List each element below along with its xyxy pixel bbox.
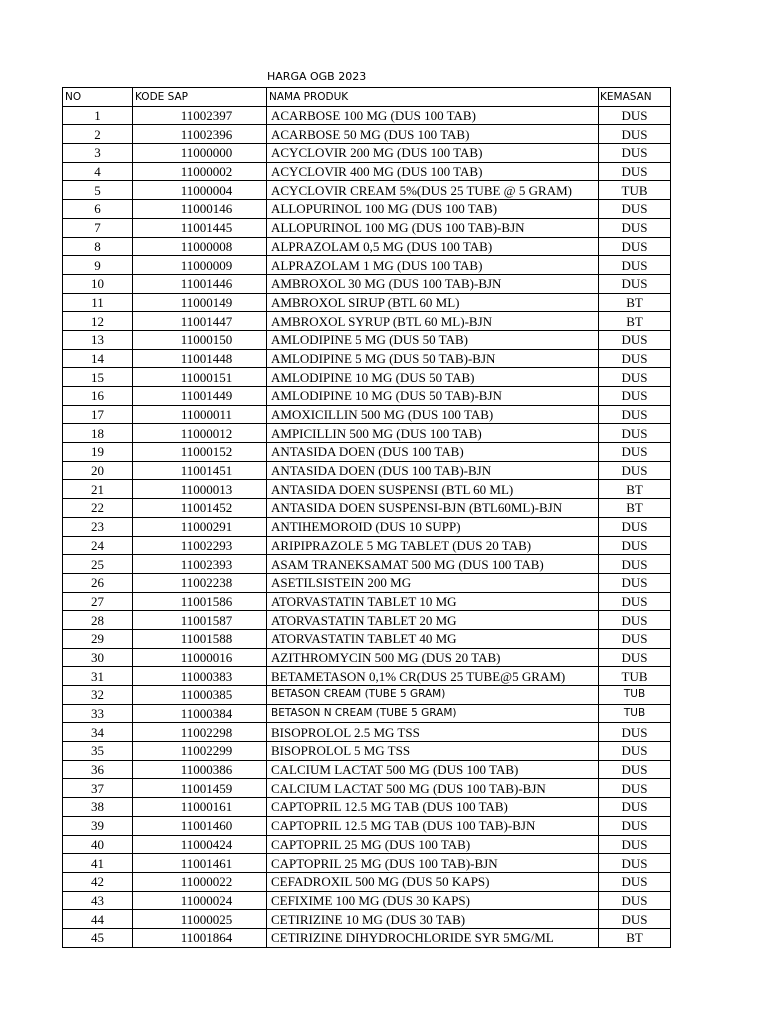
cell-nama-produk: ASETILSISTEIN 200 MG bbox=[267, 573, 599, 592]
cell-kode-sap: 11002298 bbox=[133, 723, 267, 742]
cell-kemasan: DUS bbox=[599, 274, 671, 293]
table-row bbox=[63, 835, 671, 854]
table-row bbox=[63, 405, 671, 424]
cell-kemasan: DUS bbox=[599, 218, 671, 237]
cell-kemasan: BT bbox=[599, 499, 671, 518]
cell-kemasan: DUS bbox=[599, 910, 671, 929]
cell-kode-sap: 11000012 bbox=[133, 424, 267, 443]
cell-kode-sap: 11001446 bbox=[133, 274, 267, 293]
table-row bbox=[63, 256, 671, 275]
table-row bbox=[63, 742, 671, 761]
cell-no: 14 bbox=[63, 349, 133, 368]
cell-kemasan: DUS bbox=[599, 573, 671, 592]
cell-kode-sap: 11001586 bbox=[133, 592, 267, 611]
cell-kode-sap: 11001460 bbox=[133, 816, 267, 835]
cell-no: 23 bbox=[63, 517, 133, 536]
cell-kemasan: DUS bbox=[599, 424, 671, 443]
table-row bbox=[63, 704, 671, 723]
table-row bbox=[63, 330, 671, 349]
cell-no: 45 bbox=[63, 928, 133, 947]
cell-no: 31 bbox=[63, 667, 133, 686]
cell-kode-sap: 11000152 bbox=[133, 443, 267, 462]
table-row bbox=[63, 779, 671, 798]
table-row bbox=[63, 218, 671, 237]
table-row bbox=[63, 480, 671, 499]
cell-nama-produk: ARIPIPRAZOLE 5 MG TABLET (DUS 20 TAB) bbox=[267, 536, 599, 555]
cell-kode-sap: 11000149 bbox=[133, 293, 267, 312]
header-kemasan: KEMASAN bbox=[599, 88, 671, 107]
table-row bbox=[63, 200, 671, 219]
cell-no: 44 bbox=[63, 910, 133, 929]
cell-kode-sap: 11002293 bbox=[133, 536, 267, 555]
product-table bbox=[62, 87, 671, 948]
cell-kode-sap: 11002397 bbox=[133, 106, 267, 125]
cell-kode-sap: 11001448 bbox=[133, 349, 267, 368]
table-row bbox=[63, 499, 671, 518]
cell-nama-produk: AMBROXOL 30 MG (DUS 100 TAB)-BJN bbox=[267, 274, 599, 293]
cell-kode-sap: 11000291 bbox=[133, 517, 267, 536]
cell-nama-produk: AMLODIPINE 10 MG (DUS 50 TAB)-BJN bbox=[267, 387, 599, 406]
cell-nama-produk: CETIRIZINE DIHYDROCHLORIDE SYR 5MG/ML bbox=[267, 928, 599, 947]
cell-kode-sap: 11000025 bbox=[133, 910, 267, 929]
table-row bbox=[63, 536, 671, 555]
cell-no: 19 bbox=[63, 443, 133, 462]
cell-nama-produk: CAPTOPRIL 12.5 MG TAB (DUS 100 TAB)-BJN bbox=[267, 816, 599, 835]
cell-nama-produk: AMOXICILLIN 500 MG (DUS 100 TAB) bbox=[267, 405, 599, 424]
cell-nama-produk: ALPRAZOLAM 1 MG (DUS 100 TAB) bbox=[267, 256, 599, 275]
table-row bbox=[63, 517, 671, 536]
cell-nama-produk: ATORVASTATIN TABLET 40 MG bbox=[267, 629, 599, 648]
cell-kode-sap: 11000011 bbox=[133, 405, 267, 424]
cell-kemasan: DUS bbox=[599, 760, 671, 779]
cell-kemasan: DUS bbox=[599, 106, 671, 125]
table-row bbox=[63, 461, 671, 480]
cell-nama-produk: AMPICILLIN 500 MG (DUS 100 TAB) bbox=[267, 424, 599, 443]
cell-nama-produk: ASAM TRANEKSAMAT 500 MG (DUS 100 TAB) bbox=[267, 555, 599, 574]
cell-kode-sap: 11002393 bbox=[133, 555, 267, 574]
cell-nama-produk: ACARBOSE 100 MG (DUS 100 TAB) bbox=[267, 106, 599, 125]
cell-kemasan: DUS bbox=[599, 125, 671, 144]
cell-no: 32 bbox=[63, 686, 133, 705]
cell-kemasan: DUS bbox=[599, 330, 671, 349]
cell-kode-sap: 11001452 bbox=[133, 499, 267, 518]
cell-kemasan: DUS bbox=[599, 629, 671, 648]
cell-kode-sap: 11001587 bbox=[133, 611, 267, 630]
cell-nama-produk: CAPTOPRIL 25 MG (DUS 100 TAB) bbox=[267, 835, 599, 854]
table-row bbox=[63, 686, 671, 705]
header-no: NO bbox=[63, 88, 133, 107]
cell-nama-produk: ACYCLOVIR 200 MG (DUS 100 TAB) bbox=[267, 144, 599, 163]
cell-nama-produk: CETIRIZINE 10 MG (DUS 30 TAB) bbox=[267, 910, 599, 929]
cell-kode-sap: 11000016 bbox=[133, 648, 267, 667]
table-row bbox=[63, 106, 671, 125]
table-row bbox=[63, 872, 671, 891]
cell-no: 39 bbox=[63, 816, 133, 835]
table-row bbox=[63, 611, 671, 630]
cell-nama-produk: ANTASIDA DOEN SUSPENSI (BTL 60 ML) bbox=[267, 480, 599, 499]
cell-nama-produk: BETAMETASON 0,1% CR(DUS 25 TUBE@5 GRAM) bbox=[267, 667, 599, 686]
header-nama-produk: NAMA PRODUK bbox=[267, 88, 599, 107]
cell-kemasan: DUS bbox=[599, 256, 671, 275]
cell-no: 30 bbox=[63, 648, 133, 667]
cell-no: 8 bbox=[63, 237, 133, 256]
cell-kode-sap: 11001445 bbox=[133, 218, 267, 237]
cell-kode-sap: 11001449 bbox=[133, 387, 267, 406]
cell-nama-produk: ANTASIDA DOEN SUSPENSI-BJN (BTL60ML)-BJN bbox=[267, 499, 599, 518]
cell-nama-produk: ATORVASTATIN TABLET 20 MG bbox=[267, 611, 599, 630]
cell-no: 40 bbox=[63, 835, 133, 854]
cell-nama-produk: AMLODIPINE 5 MG (DUS 50 TAB)-BJN bbox=[267, 349, 599, 368]
cell-kode-sap: 11000002 bbox=[133, 162, 267, 181]
cell-no: 11 bbox=[63, 293, 133, 312]
cell-nama-produk: AMLODIPINE 5 MG (DUS 50 TAB) bbox=[267, 330, 599, 349]
cell-nama-produk: CEFADROXIL 500 MG (DUS 50 KAPS) bbox=[267, 872, 599, 891]
cell-no: 17 bbox=[63, 405, 133, 424]
cell-kode-sap: 11000009 bbox=[133, 256, 267, 275]
cell-no: 42 bbox=[63, 872, 133, 891]
cell-no: 2 bbox=[63, 125, 133, 144]
cell-no: 28 bbox=[63, 611, 133, 630]
cell-kemasan: BT bbox=[599, 312, 671, 331]
cell-kode-sap: 11001588 bbox=[133, 629, 267, 648]
cell-kode-sap: 11001864 bbox=[133, 928, 267, 947]
cell-kemasan: DUS bbox=[599, 798, 671, 817]
cell-kode-sap: 11000161 bbox=[133, 798, 267, 817]
cell-no: 38 bbox=[63, 798, 133, 817]
cell-no: 1 bbox=[63, 106, 133, 125]
cell-nama-produk: BISOPROLOL 2.5 MG TSS bbox=[267, 723, 599, 742]
cell-no: 41 bbox=[63, 854, 133, 873]
table-row bbox=[63, 349, 671, 368]
cell-no: 25 bbox=[63, 555, 133, 574]
cell-nama-produk: CALCIUM LACTAT 500 MG (DUS 100 TAB) bbox=[267, 760, 599, 779]
cell-kemasan: TUB bbox=[599, 704, 671, 723]
cell-nama-produk: ALLOPURINOL 100 MG (DUS 100 TAB)-BJN bbox=[267, 218, 599, 237]
cell-kemasan: DUS bbox=[599, 592, 671, 611]
cell-kode-sap: 11001447 bbox=[133, 312, 267, 331]
cell-nama-produk: AMBROXOL SYRUP (BTL 60 ML)-BJN bbox=[267, 312, 599, 331]
table-row bbox=[63, 648, 671, 667]
table-row bbox=[63, 573, 671, 592]
cell-no: 27 bbox=[63, 592, 133, 611]
table-row bbox=[63, 274, 671, 293]
cell-kemasan: DUS bbox=[599, 162, 671, 181]
cell-kemasan: DUS bbox=[599, 237, 671, 256]
cell-no: 36 bbox=[63, 760, 133, 779]
table-row bbox=[63, 368, 671, 387]
table-row bbox=[63, 723, 671, 742]
cell-kode-sap: 11000013 bbox=[133, 480, 267, 499]
cell-kemasan: DUS bbox=[599, 405, 671, 424]
cell-no: 20 bbox=[63, 461, 133, 480]
cell-kemasan: BT bbox=[599, 480, 671, 499]
cell-nama-produk: ATORVASTATIN TABLET 10 MG bbox=[267, 592, 599, 611]
cell-nama-produk: BISOPROLOL 5 MG TSS bbox=[267, 742, 599, 761]
cell-no: 26 bbox=[63, 573, 133, 592]
cell-kemasan: DUS bbox=[599, 891, 671, 910]
cell-nama-produk: AMBROXOL SIRUP (BTL 60 ML) bbox=[267, 293, 599, 312]
cell-nama-produk: ACARBOSE 50 MG (DUS 100 TAB) bbox=[267, 125, 599, 144]
table-row bbox=[63, 667, 671, 686]
cell-no: 10 bbox=[63, 274, 133, 293]
cell-nama-produk: CAPTOPRIL 12.5 MG TAB (DUS 100 TAB) bbox=[267, 798, 599, 817]
cell-kode-sap: 11000424 bbox=[133, 835, 267, 854]
cell-nama-produk: ANTASIDA DOEN (DUS 100 TAB)-BJN bbox=[267, 461, 599, 480]
cell-nama-produk: BETASON CREAM (TUBE 5 GRAM) bbox=[267, 686, 599, 705]
table-row bbox=[63, 312, 671, 331]
cell-no: 29 bbox=[63, 629, 133, 648]
cell-kemasan: DUS bbox=[599, 517, 671, 536]
cell-no: 15 bbox=[63, 368, 133, 387]
cell-kemasan: DUS bbox=[599, 872, 671, 891]
cell-no: 35 bbox=[63, 742, 133, 761]
cell-kemasan: TUB bbox=[599, 686, 671, 705]
cell-nama-produk: AZITHROMYCIN 500 MG (DUS 20 TAB) bbox=[267, 648, 599, 667]
cell-kode-sap: 11001461 bbox=[133, 854, 267, 873]
cell-nama-produk: CEFIXIME 100 MG (DUS 30 KAPS) bbox=[267, 891, 599, 910]
table-row bbox=[63, 760, 671, 779]
table-row bbox=[63, 854, 671, 873]
cell-no: 33 bbox=[63, 704, 133, 723]
cell-no: 21 bbox=[63, 480, 133, 499]
table-row bbox=[63, 592, 671, 611]
cell-no: 6 bbox=[63, 200, 133, 219]
cell-kemasan: DUS bbox=[599, 611, 671, 630]
cell-nama-produk: ALLOPURINOL 100 MG (DUS 100 TAB) bbox=[267, 200, 599, 219]
header-row bbox=[63, 88, 671, 107]
cell-nama-produk: ALPRAZOLAM 0,5 MG (DUS 100 TAB) bbox=[267, 237, 599, 256]
cell-kode-sap: 11002238 bbox=[133, 573, 267, 592]
table-row bbox=[63, 237, 671, 256]
cell-nama-produk: ANTASIDA DOEN (DUS 100 TAB) bbox=[267, 443, 599, 462]
cell-no: 43 bbox=[63, 891, 133, 910]
cell-nama-produk: CAPTOPRIL 25 MG (DUS 100 TAB)-BJN bbox=[267, 854, 599, 873]
cell-no: 18 bbox=[63, 424, 133, 443]
cell-nama-produk: ANTIHEMOROID (DUS 10 SUPP) bbox=[267, 517, 599, 536]
cell-kode-sap: 11000151 bbox=[133, 368, 267, 387]
cell-no: 37 bbox=[63, 779, 133, 798]
cell-kode-sap: 11000022 bbox=[133, 872, 267, 891]
cell-no: 7 bbox=[63, 218, 133, 237]
table-row bbox=[63, 555, 671, 574]
cell-no: 5 bbox=[63, 181, 133, 200]
cell-nama-produk: CALCIUM LACTAT 500 MG (DUS 100 TAB)-BJN bbox=[267, 779, 599, 798]
cell-no: 34 bbox=[63, 723, 133, 742]
cell-nama-produk: BETASON N CREAM (TUBE 5 GRAM) bbox=[267, 704, 599, 723]
cell-no: 12 bbox=[63, 312, 133, 331]
cell-nama-produk: ACYCLOVIR CREAM 5%(DUS 25 TUBE @ 5 GRAM) bbox=[267, 181, 599, 200]
table-row bbox=[63, 181, 671, 200]
cell-kode-sap: 11000004 bbox=[133, 181, 267, 200]
cell-kode-sap: 11000386 bbox=[133, 760, 267, 779]
cell-kemasan: DUS bbox=[599, 723, 671, 742]
cell-kemasan: DUS bbox=[599, 536, 671, 555]
cell-kemasan: DUS bbox=[599, 443, 671, 462]
table-row bbox=[63, 443, 671, 462]
cell-no: 13 bbox=[63, 330, 133, 349]
cell-kemasan: DUS bbox=[599, 368, 671, 387]
cell-kemasan: TUB bbox=[599, 181, 671, 200]
cell-no: 4 bbox=[63, 162, 133, 181]
cell-kemasan: DUS bbox=[599, 835, 671, 854]
table-row bbox=[63, 144, 671, 163]
table-row bbox=[63, 798, 671, 817]
cell-kode-sap: 11002396 bbox=[133, 125, 267, 144]
cell-kode-sap: 11001451 bbox=[133, 461, 267, 480]
cell-no: 16 bbox=[63, 387, 133, 406]
cell-kemasan: DUS bbox=[599, 200, 671, 219]
cell-no: 3 bbox=[63, 144, 133, 163]
cell-kemasan: DUS bbox=[599, 387, 671, 406]
table-row bbox=[63, 424, 671, 443]
cell-kemasan: BT bbox=[599, 928, 671, 947]
table-row bbox=[63, 162, 671, 181]
cell-no: 24 bbox=[63, 536, 133, 555]
cell-kemasan: DUS bbox=[599, 742, 671, 761]
cell-kode-sap: 11000000 bbox=[133, 144, 267, 163]
table-row bbox=[63, 293, 671, 312]
cell-nama-produk: AMLODIPINE 10 MG (DUS 50 TAB) bbox=[267, 368, 599, 387]
cell-kemasan: TUB bbox=[599, 667, 671, 686]
cell-kode-sap: 11000146 bbox=[133, 200, 267, 219]
cell-kode-sap: 11000008 bbox=[133, 237, 267, 256]
cell-kode-sap: 11000150 bbox=[133, 330, 267, 349]
cell-kode-sap: 11000383 bbox=[133, 667, 267, 686]
cell-kemasan: DUS bbox=[599, 461, 671, 480]
table-row bbox=[63, 910, 671, 929]
cell-kode-sap: 11001459 bbox=[133, 779, 267, 798]
cell-kemasan: DUS bbox=[599, 854, 671, 873]
table-row bbox=[63, 629, 671, 648]
cell-nama-produk: ACYCLOVIR 400 MG (DUS 100 TAB) bbox=[267, 162, 599, 181]
table-row bbox=[63, 816, 671, 835]
cell-kode-sap: 11000024 bbox=[133, 891, 267, 910]
cell-no: 22 bbox=[63, 499, 133, 518]
cell-kemasan: DUS bbox=[599, 816, 671, 835]
table-row bbox=[63, 125, 671, 144]
header-kode-sap: KODE SAP bbox=[133, 88, 267, 107]
cell-kemasan: DUS bbox=[599, 555, 671, 574]
table-row bbox=[63, 928, 671, 947]
cell-kode-sap: 11000384 bbox=[133, 704, 267, 723]
cell-kemasan: DUS bbox=[599, 144, 671, 163]
cell-kode-sap: 11002299 bbox=[133, 742, 267, 761]
cell-kemasan: DUS bbox=[599, 648, 671, 667]
cell-kemasan: DUS bbox=[599, 779, 671, 798]
cell-kemasan: DUS bbox=[599, 349, 671, 368]
table-row bbox=[63, 891, 671, 910]
cell-kode-sap: 11000385 bbox=[133, 686, 267, 705]
table-row bbox=[63, 387, 671, 406]
cell-kemasan: BT bbox=[599, 293, 671, 312]
sheet-title: HARGA OGB 2023 bbox=[267, 70, 367, 83]
cell-no: 9 bbox=[63, 256, 133, 275]
